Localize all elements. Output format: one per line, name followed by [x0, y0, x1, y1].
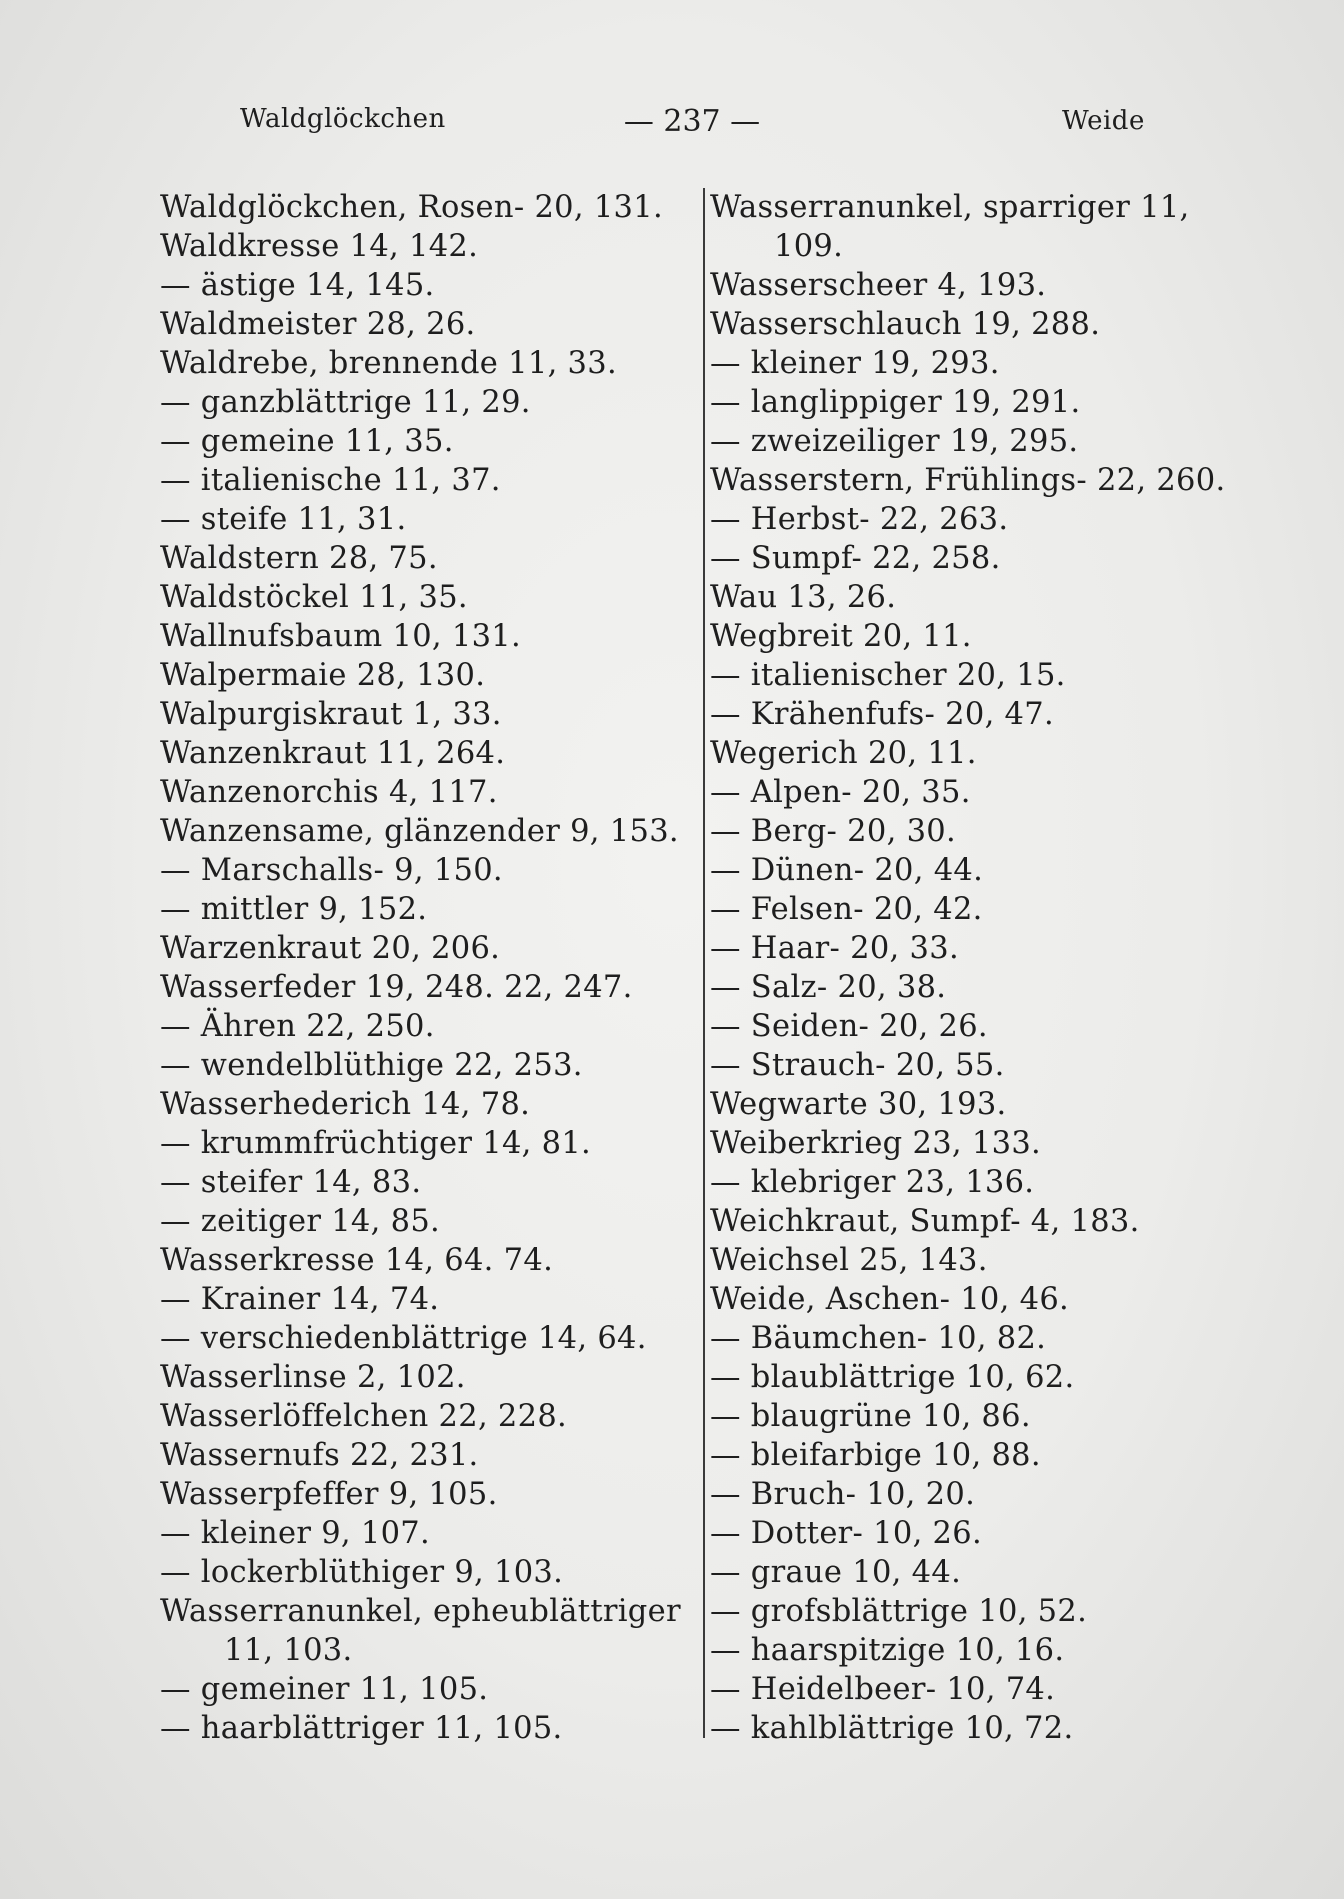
index-entry: — Berg- 20, 30. [710, 814, 956, 849]
index-entry: — ganzblättrige 11, 29. [160, 385, 531, 420]
index-entry: — verschiedenblättrige 14, 64. [160, 1321, 647, 1356]
index-entry: — krummfrüchtiger 14, 81. [160, 1126, 592, 1161]
index-entry: Wanzenkraut 11, 264. [160, 736, 506, 771]
index-entry: Weide, Aschen- 10, 46. [710, 1282, 1070, 1317]
index-entry: Walpermaie 28, 130. [160, 658, 486, 693]
index-entry: Wegbreit 20, 11. [710, 619, 972, 654]
index-entry: Weichsel 25, 143. [710, 1243, 988, 1278]
index-entry: — zweizeiliger 19, 295. [710, 424, 1079, 459]
index-entry: — Seiden- 20, 26. [710, 1009, 988, 1044]
index-entry: Wasserlinse 2, 102. [160, 1360, 466, 1395]
index-entry: — blaublättrige 10, 62. [710, 1360, 1075, 1395]
index-entry: — Heidelbeer- 10, 74. [710, 1672, 1056, 1707]
index-entry: — graue 10, 44. [710, 1555, 962, 1590]
index-entry: — bleifarbige 10, 88. [710, 1438, 1041, 1473]
index-entry: — Ähren 22, 250. [160, 1009, 435, 1044]
page-number: — 237 — [623, 104, 761, 139]
index-entry: — klebriger 23, 136. [710, 1165, 1035, 1200]
index-entry: Waldglöckchen, Rosen- 20, 131. [160, 190, 663, 225]
index-column-left [160, 188, 700, 1748]
index-entry: Wegerich 20, 11. [710, 736, 977, 771]
index-entry: Wassernufs 22, 231. [160, 1438, 479, 1473]
index-entry: — Dünen- 20, 44. [710, 853, 984, 888]
index-entry: — Felsen- 20, 42. [710, 892, 983, 927]
index-entry: — italienische 11, 37. [160, 463, 501, 498]
index-entry: — Bäumchen- 10, 82. [710, 1321, 1047, 1356]
index-entry: Waldstöckel 11, 35. [160, 580, 468, 615]
index-entry: — Marschalls- 9, 150. [160, 853, 503, 888]
index-entry: Wegwarte 30, 193. [710, 1087, 1007, 1122]
index-entry: — mittler 9, 152. [160, 892, 428, 927]
index-entry: — blaugrüne 10, 86. [710, 1399, 1031, 1434]
index-entry: Warzenkraut 20, 206. [160, 931, 501, 966]
running-head [0, 104, 1344, 144]
index-entry: Wau 13, 26. [710, 580, 897, 615]
index-entry: Wanzensame, glänzender 9, 153. [160, 814, 679, 849]
index-entry: — gemeiner 11, 105. [160, 1672, 489, 1707]
index-entry: Wanzenorchis 4, 117. [160, 775, 498, 810]
index-column-right [710, 188, 1230, 1748]
index-entry: Walpurgiskraut 1, 33. [160, 697, 502, 732]
index-entry: Wasserlöffelchen 22, 228. [160, 1399, 568, 1434]
index-entry: Wasserschlauch 19, 288. [710, 307, 1101, 342]
header-right-catchword: Weide [1062, 106, 1145, 136]
column-divider [703, 188, 705, 1738]
index-entry: — wendelblüthige 22, 253. [160, 1048, 583, 1083]
index-entry: Wasserkresse 14, 64. 74. [160, 1243, 554, 1278]
index-entry: — haarblättriger 11, 105. [160, 1711, 563, 1746]
index-entry: — Dotter- 10, 26. [710, 1516, 982, 1551]
index-entry: — steifer 14, 83. [160, 1165, 422, 1200]
index-entry: — Strauch- 20, 55. [710, 1048, 1005, 1083]
index-entry: Waldrebe, brennende 11, 33. [160, 346, 617, 381]
index-entry: — gemeine 11, 35. [160, 424, 454, 459]
index-entry: 11, 103. [224, 1633, 353, 1668]
index-entry: — italienischer 20, 15. [710, 658, 1066, 693]
index-entry: Wasserstern, Frühlings- 22, 260. [710, 463, 1226, 498]
index-entry: Wasserranunkel, sparriger 11, [710, 190, 1190, 225]
index-entry: Waldmeister 28, 26. [160, 307, 476, 342]
index-entry: — Salz- 20, 38. [710, 970, 947, 1005]
index-entry: — zeitiger 14, 85. [160, 1204, 441, 1239]
index-entry: — lockerblüthiger 9, 103. [160, 1555, 564, 1590]
header-left-catchword: Waldglöckchen [240, 104, 446, 134]
index-entry: Wasserpfeffer 9, 105. [160, 1477, 498, 1512]
index-entry: Waldkresse 14, 142. [160, 229, 479, 264]
index-entry: Weiberkrieg 23, 133. [710, 1126, 1042, 1161]
index-entry: — langlippiger 19, 291. [710, 385, 1081, 420]
index-entry: — Krähenfufs- 20, 47. [710, 697, 1054, 732]
index-entry: — steife 11, 31. [160, 502, 407, 537]
index-entry: — kleiner 9, 107. [160, 1516, 431, 1551]
index-entry: — Bruch- 10, 20. [710, 1477, 976, 1512]
index-entry: 109. [774, 229, 844, 264]
index-entry: — kleiner 19, 293. [710, 346, 1000, 381]
index-entry: — grofsblättrige 10, 52. [710, 1594, 1088, 1629]
index-entry: — Alpen- 20, 35. [710, 775, 971, 810]
index-entry: Waldstern 28, 75. [160, 541, 438, 576]
index-entry: Wasserhederich 14, 78. [160, 1087, 531, 1122]
index-entry: Wasserranunkel, epheublättriger [160, 1594, 681, 1629]
index-entry: — Haar- 20, 33. [710, 931, 959, 966]
index-entry: Weichkraut, Sumpf- 4, 183. [710, 1204, 1140, 1239]
index-entry: Wallnufsbaum 10, 131. [160, 619, 521, 654]
index-entry: — haarspitzige 10, 16. [710, 1633, 1065, 1668]
index-entry: — Krainer 14, 74. [160, 1282, 440, 1317]
index-entry: Wasserscheer 4, 193. [710, 268, 1047, 303]
index-entry: — kahlblättrige 10, 72. [710, 1711, 1074, 1746]
index-entry: — Sumpf- 22, 258. [710, 541, 1001, 576]
index-entry: — Herbst- 22, 263. [710, 502, 1009, 537]
index-entry: Wasserfeder 19, 248. 22, 247. [160, 970, 633, 1005]
index-entry: — ästige 14, 145. [160, 268, 435, 303]
